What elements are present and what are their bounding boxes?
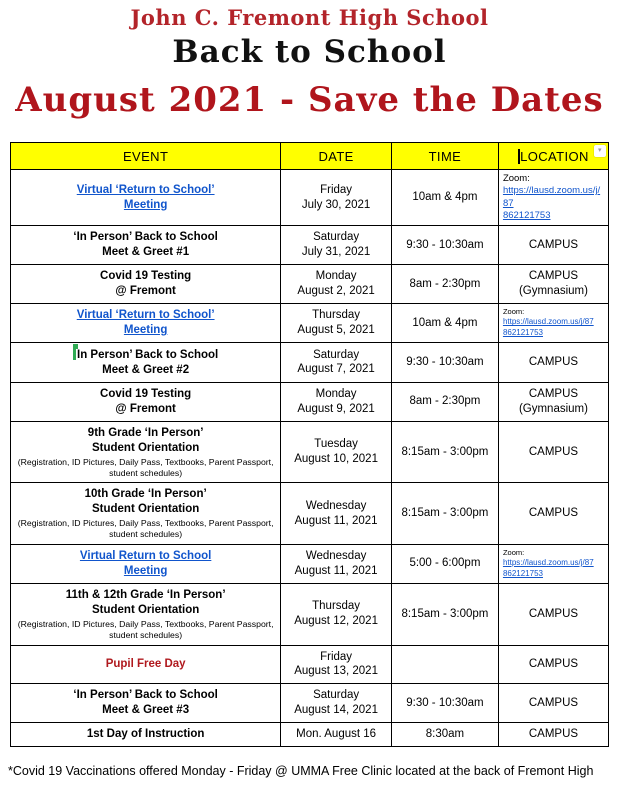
time-cell: 8:15am - 3:00pm xyxy=(391,483,498,545)
table-row xyxy=(11,382,609,421)
document-header xyxy=(0,0,619,120)
event-cell xyxy=(11,170,281,226)
location-cell: CAMPUS xyxy=(498,483,608,545)
table-row xyxy=(11,723,609,747)
location-cell: CAMPUS xyxy=(498,421,608,483)
collaborator-cursor xyxy=(73,347,76,360)
date-cell: Monday August 2, 2021 xyxy=(281,265,392,304)
time-cell: 9:30 - 10:30am xyxy=(391,684,498,723)
zoom-meeting-url[interactable]: https://lausd.zoom.us/j/87 862121753 xyxy=(502,317,594,338)
event-meeting-link[interactable]: Virtual Return to School Meeting xyxy=(79,550,212,577)
time-cell: 8:15am - 3:00pm xyxy=(391,421,498,483)
date-cell: Thursday August 12, 2021 xyxy=(281,583,392,645)
table-row xyxy=(11,421,609,483)
date-cell: Saturday July 31, 2021 xyxy=(281,226,392,265)
location-cell xyxy=(498,545,608,584)
event-cell: Covid 19 Testing @ Fremont xyxy=(11,265,281,304)
column-header-location xyxy=(498,143,608,170)
column-header-location-label: LOCATION xyxy=(520,148,589,164)
zoom-meeting-url[interactable]: https://lausd.zoom.us/j/87 862121753 xyxy=(502,558,594,578)
date-cell: Saturday August 14, 2021 xyxy=(281,684,392,723)
date-cell: Friday August 13, 2021 xyxy=(281,645,392,684)
event-cell: ‘In Person’ Back to School Meet & Greet #1 xyxy=(11,226,281,265)
column-header-date: DATE xyxy=(281,143,392,170)
date-cell: Friday July 30, 2021 xyxy=(281,170,392,226)
table-row xyxy=(11,304,609,343)
banner-title: August 2021 - Save the Dates xyxy=(15,80,604,120)
event-details: (Registration, ID Pictures, Daily Pass, Textbooks, Parent Passport, student schedules) xyxy=(17,618,274,640)
school-name: John C. Fremont High School xyxy=(130,5,489,30)
table-row xyxy=(11,170,609,226)
date-cell: Mon. August 16 xyxy=(281,723,392,747)
column-header-time: TIME xyxy=(391,143,498,170)
event-cell: Pupil Free Day xyxy=(11,645,281,684)
time-cell: 10am & 4pm xyxy=(391,304,498,343)
event-cell xyxy=(11,304,281,343)
time-cell: 8:30am xyxy=(391,723,498,747)
location-cell: CAMPUS xyxy=(498,684,608,723)
time-cell: 8:15am - 3:00pm xyxy=(391,583,498,645)
zoom-meeting-url[interactable]: https://lausd.zoom.us/j/87 862121753 xyxy=(502,185,601,222)
event-cell: In Person’ Back to School Meet & Greet #2 xyxy=(11,343,281,383)
time-cell: 5:00 - 6:00pm xyxy=(391,545,498,584)
table-row xyxy=(11,684,609,723)
date-cell: Wednesday August 11, 2021 xyxy=(281,545,392,584)
location-cell: CAMPUS xyxy=(498,723,608,747)
date-cell: Monday August 9, 2021 xyxy=(281,382,392,421)
location-cell: CAMPUS (Gymnasium) xyxy=(498,382,608,421)
time-cell: 9:30 - 10:30am xyxy=(391,226,498,265)
event-meeting-link[interactable]: Virtual ‘Return to School’ Meeting xyxy=(76,183,215,211)
table-row xyxy=(11,545,609,584)
table-row xyxy=(11,583,609,645)
location-cell: CAMPUS (Gymnasium) xyxy=(498,265,608,304)
vaccination-note: *Covid 19 Vaccinations offered Monday - Friday @ UMMA Free Clinic located at the back of Fremont High xyxy=(8,764,594,779)
events-table-body xyxy=(11,170,609,747)
header-row xyxy=(11,143,609,170)
location-cell xyxy=(498,304,608,343)
event-cell: Covid 19 Testing @ Fremont xyxy=(11,382,281,421)
schedule-table xyxy=(10,142,609,747)
location-cell: CAMPUS xyxy=(498,583,608,645)
table-row xyxy=(11,483,609,545)
event-cell: 10th Grade ‘In Person’ Student Orientation (Registration, ID Pictures, Daily Pass, Textbooks, Parent Passport, student schedules) xyxy=(11,483,281,545)
event-meeting-link[interactable]: Virtual ‘Return to School’ Meeting xyxy=(76,309,215,337)
filter-dropdown-icon[interactable]: ▾ xyxy=(594,145,606,157)
zoom-label: Zoom: xyxy=(502,548,525,557)
location-cell: CAMPUS xyxy=(498,645,608,684)
column-header-event: EVENT xyxy=(11,143,281,170)
date-cell: Wednesday August 11, 2021 xyxy=(281,483,392,545)
location-cell: CAMPUS xyxy=(498,226,608,265)
event-details: (Registration, ID Pictures, Daily Pass, Textbooks, Parent Passport, student schedules) xyxy=(17,456,274,478)
event-cell: 1st Day of Instruction xyxy=(11,723,281,747)
time-cell: 8am - 2:30pm xyxy=(391,265,498,304)
zoom-label: Zoom: xyxy=(502,173,530,184)
event-details: (Registration, ID Pictures, Daily Pass, Textbooks, Parent Passport, student schedules) xyxy=(17,518,274,540)
page-title: Back to School xyxy=(172,34,447,70)
time-cell: 9:30 - 10:30am xyxy=(391,343,498,383)
zoom-label: Zoom: xyxy=(502,307,525,317)
time-cell: 8am - 2:30pm xyxy=(391,382,498,421)
time-cell: 10am & 4pm xyxy=(391,170,498,226)
location-cell: CAMPUS xyxy=(498,343,608,383)
date-cell: Thursday August 5, 2021 xyxy=(281,304,392,343)
table-row xyxy=(11,226,609,265)
date-cell: Saturday August 7, 2021 xyxy=(281,343,392,383)
event-cell xyxy=(11,545,281,584)
table-row xyxy=(11,265,609,304)
date-cell: Tuesday August 10, 2021 xyxy=(281,421,392,483)
event-cell: 11th & 12th Grade ‘In Person’ Student Orientation (Registration, ID Pictures, Daily Pass, Textbooks, Parent Passport, student schedules) xyxy=(11,583,281,645)
event-cell: ‘In Person’ Back to School Meet & Greet #3 xyxy=(11,684,281,723)
event-cell: 9th Grade ‘In Person’ Student Orientation (Registration, ID Pictures, Daily Pass, Textbooks, Parent Passport, student schedules) xyxy=(11,421,281,483)
table-row xyxy=(11,343,609,383)
table-row xyxy=(11,645,609,684)
time-cell xyxy=(391,645,498,684)
location-cell xyxy=(498,170,608,226)
